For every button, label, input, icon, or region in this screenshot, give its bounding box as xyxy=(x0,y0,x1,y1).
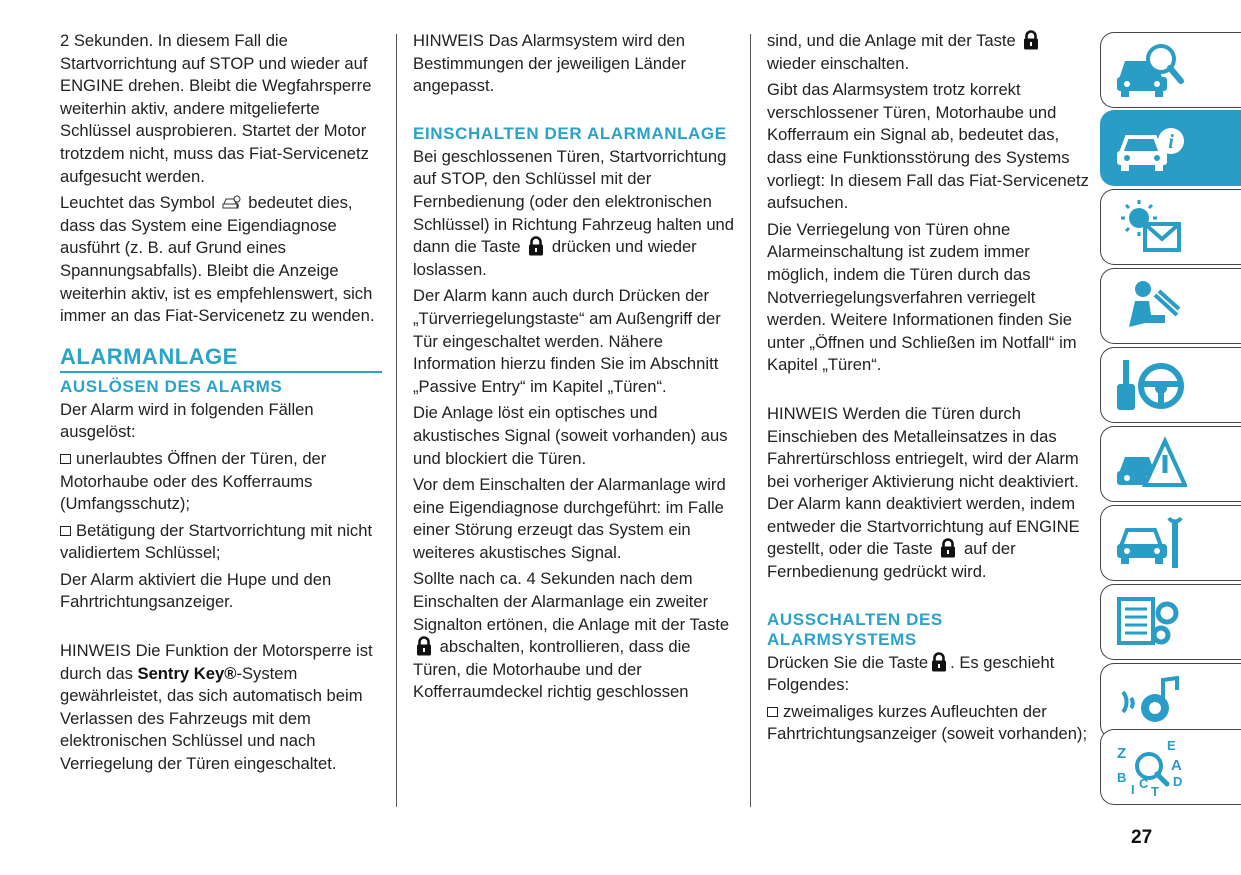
text-fragment: auf der Fernbedienung gedrückt wird. xyxy=(767,539,1016,582)
airbag-seat-icon xyxy=(1115,275,1187,337)
index-letter: B xyxy=(1117,770,1127,785)
lock-icon xyxy=(1023,30,1039,50)
index-letter: D xyxy=(1173,774,1183,789)
bullet-square-icon xyxy=(767,707,778,717)
text-fragment: bedeutet dies, dass das System eine Eigendiagnose ausführt (z. B. auf Grund eines Spannungsabfalls). Bleibt die Anzeige weiterhin aktiv, ist es empfehlenswert, sich immer an das Fiat-Servicenetz zu wenden. xyxy=(60,193,375,326)
chapter-tab-emergency[interactable] xyxy=(1100,426,1241,502)
paragraph: Der Alarm kann auch durch Drücken der „Türverriegelungstaste“ am Außengriff der Tür eingeschaltet werden. Nähere Information hierzu finden Sie im Abschnitt „Passive Entry“ im Kapitel „Türen“. xyxy=(413,286,721,396)
text-fragment: Drücken Sie die Taste xyxy=(767,652,929,672)
paragraph: Die Verriegelung von Türen ohne Alarmeinschaltung ist zudem immer möglich, indem die Türen durch das Notverriegelungsverfahren verriegelt werden. Weitere Informationen finden Sie unter „Öffnen und Schließen im Notfall“ im Kapitel „Türen“. xyxy=(767,219,1077,375)
multimedia-icon xyxy=(1115,670,1187,732)
chapter-tab-car-search[interactable] xyxy=(1100,32,1241,108)
text-fragment: sind, und die Anlage mit der Taste xyxy=(767,31,1016,50)
index-letter: A xyxy=(1171,757,1182,774)
paragraph xyxy=(767,30,1089,75)
paragraph xyxy=(413,146,738,282)
chapter-tab-maintenance[interactable] xyxy=(1100,505,1241,581)
note-paragraph xyxy=(60,640,382,776)
car-info-icon xyxy=(1115,117,1187,179)
text-fragment: -System gewährleistet, das sich automatisch beim Verlassen des Fahrzeugs mit dem elektronischen Schlüssel und nach Verriegelung der Türen eingeschaltet. xyxy=(60,663,363,774)
text-fragment: Sollte nach ca. 4 Sekunden nach dem Einschalten der Alarmanlage ein zweiter Signalton ertönen, die Anlage mit der Taste xyxy=(413,569,730,634)
key-steering-wheel-icon xyxy=(1115,354,1187,416)
index-letter: T xyxy=(1151,784,1159,798)
section-heading: ALARMANLAGE xyxy=(60,344,382,373)
lock-icon xyxy=(940,538,956,558)
paragraph: Der Alarm aktiviert die Hupe und den Fahrtrichtungsanzeiger. xyxy=(60,569,332,612)
paragraph: Vor dem Einschalten der Alarmanlage wird eine Eigendiagnose durchgeführt: im Falle einer Störung erzeugt das System ein weiteres akustisches Signal. xyxy=(413,475,726,562)
svg-text:i: i xyxy=(1168,131,1174,153)
index-letter: Z xyxy=(1117,745,1127,762)
index-letter: C xyxy=(1139,776,1149,791)
chapter-tab-warnings[interactable] xyxy=(1100,189,1241,265)
lock-icon xyxy=(416,636,432,656)
subsection-heading: EINSCHALTEN DER ALARMANLAGE xyxy=(413,123,727,143)
text-fragment: drücken und wieder loslassen. xyxy=(413,237,697,279)
text-fragment: wieder einschalten. xyxy=(767,53,910,73)
list-item xyxy=(60,520,382,565)
car-breakdown-icon xyxy=(1115,433,1187,495)
paragraph: Die Anlage löst ein optisches und akustisches Signal (soweit vorhanden) aus und blockiert die Türen. xyxy=(413,403,728,468)
text-fragment: Bei geschlossenen Türen, Startvorrichtung auf STOP, den Schlüssel mit der Fernbedienung (oder den elektronischen Schlüssel) in Richtung Fahrzeug halten und dann die Taste xyxy=(413,146,735,257)
chapter-tab-technical-data[interactable] xyxy=(1100,584,1241,660)
subsection-heading: AUSSCHALTEN DES ALARMSYSTEMS xyxy=(767,609,943,649)
chapter-tab-multimedia[interactable] xyxy=(1100,663,1241,739)
column-divider xyxy=(396,34,397,807)
chapter-tab-car-info[interactable] xyxy=(1100,110,1241,186)
warning-light-message-icon xyxy=(1115,196,1187,258)
chapter-tab-index[interactable] xyxy=(1100,729,1241,805)
list-item xyxy=(767,701,1089,746)
paragraph xyxy=(767,652,1089,697)
note-paragraph xyxy=(767,403,1089,584)
paragraph xyxy=(413,568,738,704)
list-item xyxy=(60,448,382,516)
bullet-square-icon xyxy=(60,526,71,536)
index-letter: E xyxy=(1167,738,1176,753)
paragraph xyxy=(60,192,382,328)
list-item-text: zweimaliges kurzes Aufleuchten der Fahrtrichtungsanzeiger (soweit vorhanden); xyxy=(767,701,1088,744)
car-search-icon xyxy=(1115,39,1187,101)
list-item-text: Betätigung der Startvorrichtung mit nicht validiertem Schlüssel; xyxy=(60,520,373,563)
text-fragment: abschalten, kontrollieren, dass die Türen, die Motorhaube und der Kofferraumdeckel richtig geschlossen xyxy=(413,637,691,702)
paragraph: Gibt das Alarmsystem trotz korrekt verschlossener Türen, Motorhaube und Kofferraum ein Signal ab, bedeutet das, dass eine Funktionsstörung des Systems vorliegt: In diesem Fall das Fiat-Servicenetz aufsuchen. xyxy=(767,80,1089,213)
text-column-1 xyxy=(60,30,382,780)
text-fragment: . Es geschieht Folgendes: xyxy=(767,652,1055,695)
text-fragment: Leuchtet das Symbol xyxy=(60,193,215,213)
lock-icon xyxy=(528,236,544,256)
chapter-tab-safety[interactable] xyxy=(1100,268,1241,344)
bullet-square-icon xyxy=(60,454,71,464)
column-divider xyxy=(750,34,751,807)
text-column-3 xyxy=(767,30,1089,750)
paragraph: Der Alarm wird in folgenden Fällen ausgelöst: xyxy=(60,399,314,442)
note-paragraph: HINWEIS Das Alarmsystem wird den Bestimmungen der jeweiligen Länder angepasst. xyxy=(413,31,687,96)
list-item-text: unerlaubtes Öffnen der Türen, der Motorhaube oder des Kofferraums (Umfangsschutz); xyxy=(60,448,327,514)
text-fragment: HINWEIS Werden die Türen durch Einschieben des Metalleinsatzes in das Fahrertürschloss entriegelt, wird der Alarm bei vorheriger Aktivierung nicht deaktiviert. Der Alarm kann deaktiviert werden, indem entweder die Startvorrichtung auf ENGINE gestellt, oder die Taste xyxy=(767,403,1080,559)
sentry-key-label: Sentry Key® xyxy=(137,663,237,683)
page-number: 27 xyxy=(1131,827,1153,848)
subsection-heading: AUSLÖSEN DES ALARMS xyxy=(60,376,283,396)
index-search-icon xyxy=(1115,736,1187,798)
car-maintenance-icon xyxy=(1115,512,1187,574)
text-column-2 xyxy=(413,30,738,708)
chapter-tab-starting[interactable] xyxy=(1100,347,1241,423)
index-letter: I xyxy=(1131,782,1135,797)
text-fragment: HINWEIS Die Funktion der Motorsperre ist durch das xyxy=(60,641,373,683)
immobilizer-warning-icon xyxy=(222,194,242,210)
technical-data-icon xyxy=(1115,591,1187,653)
lock-icon xyxy=(931,652,947,672)
paragraph: 2 Sekunden. In diesem Fall die Startvorrichtung auf STOP und wieder auf ENGINE drehen. Bleibt die Wegfahrsperre weiterhin aktiv, andere mitgelieferte Schlüssel ausprobieren. Startet der Motor trotzdem nicht, muss das Fiat-Servicenetz aufgesucht werden. xyxy=(60,31,372,186)
